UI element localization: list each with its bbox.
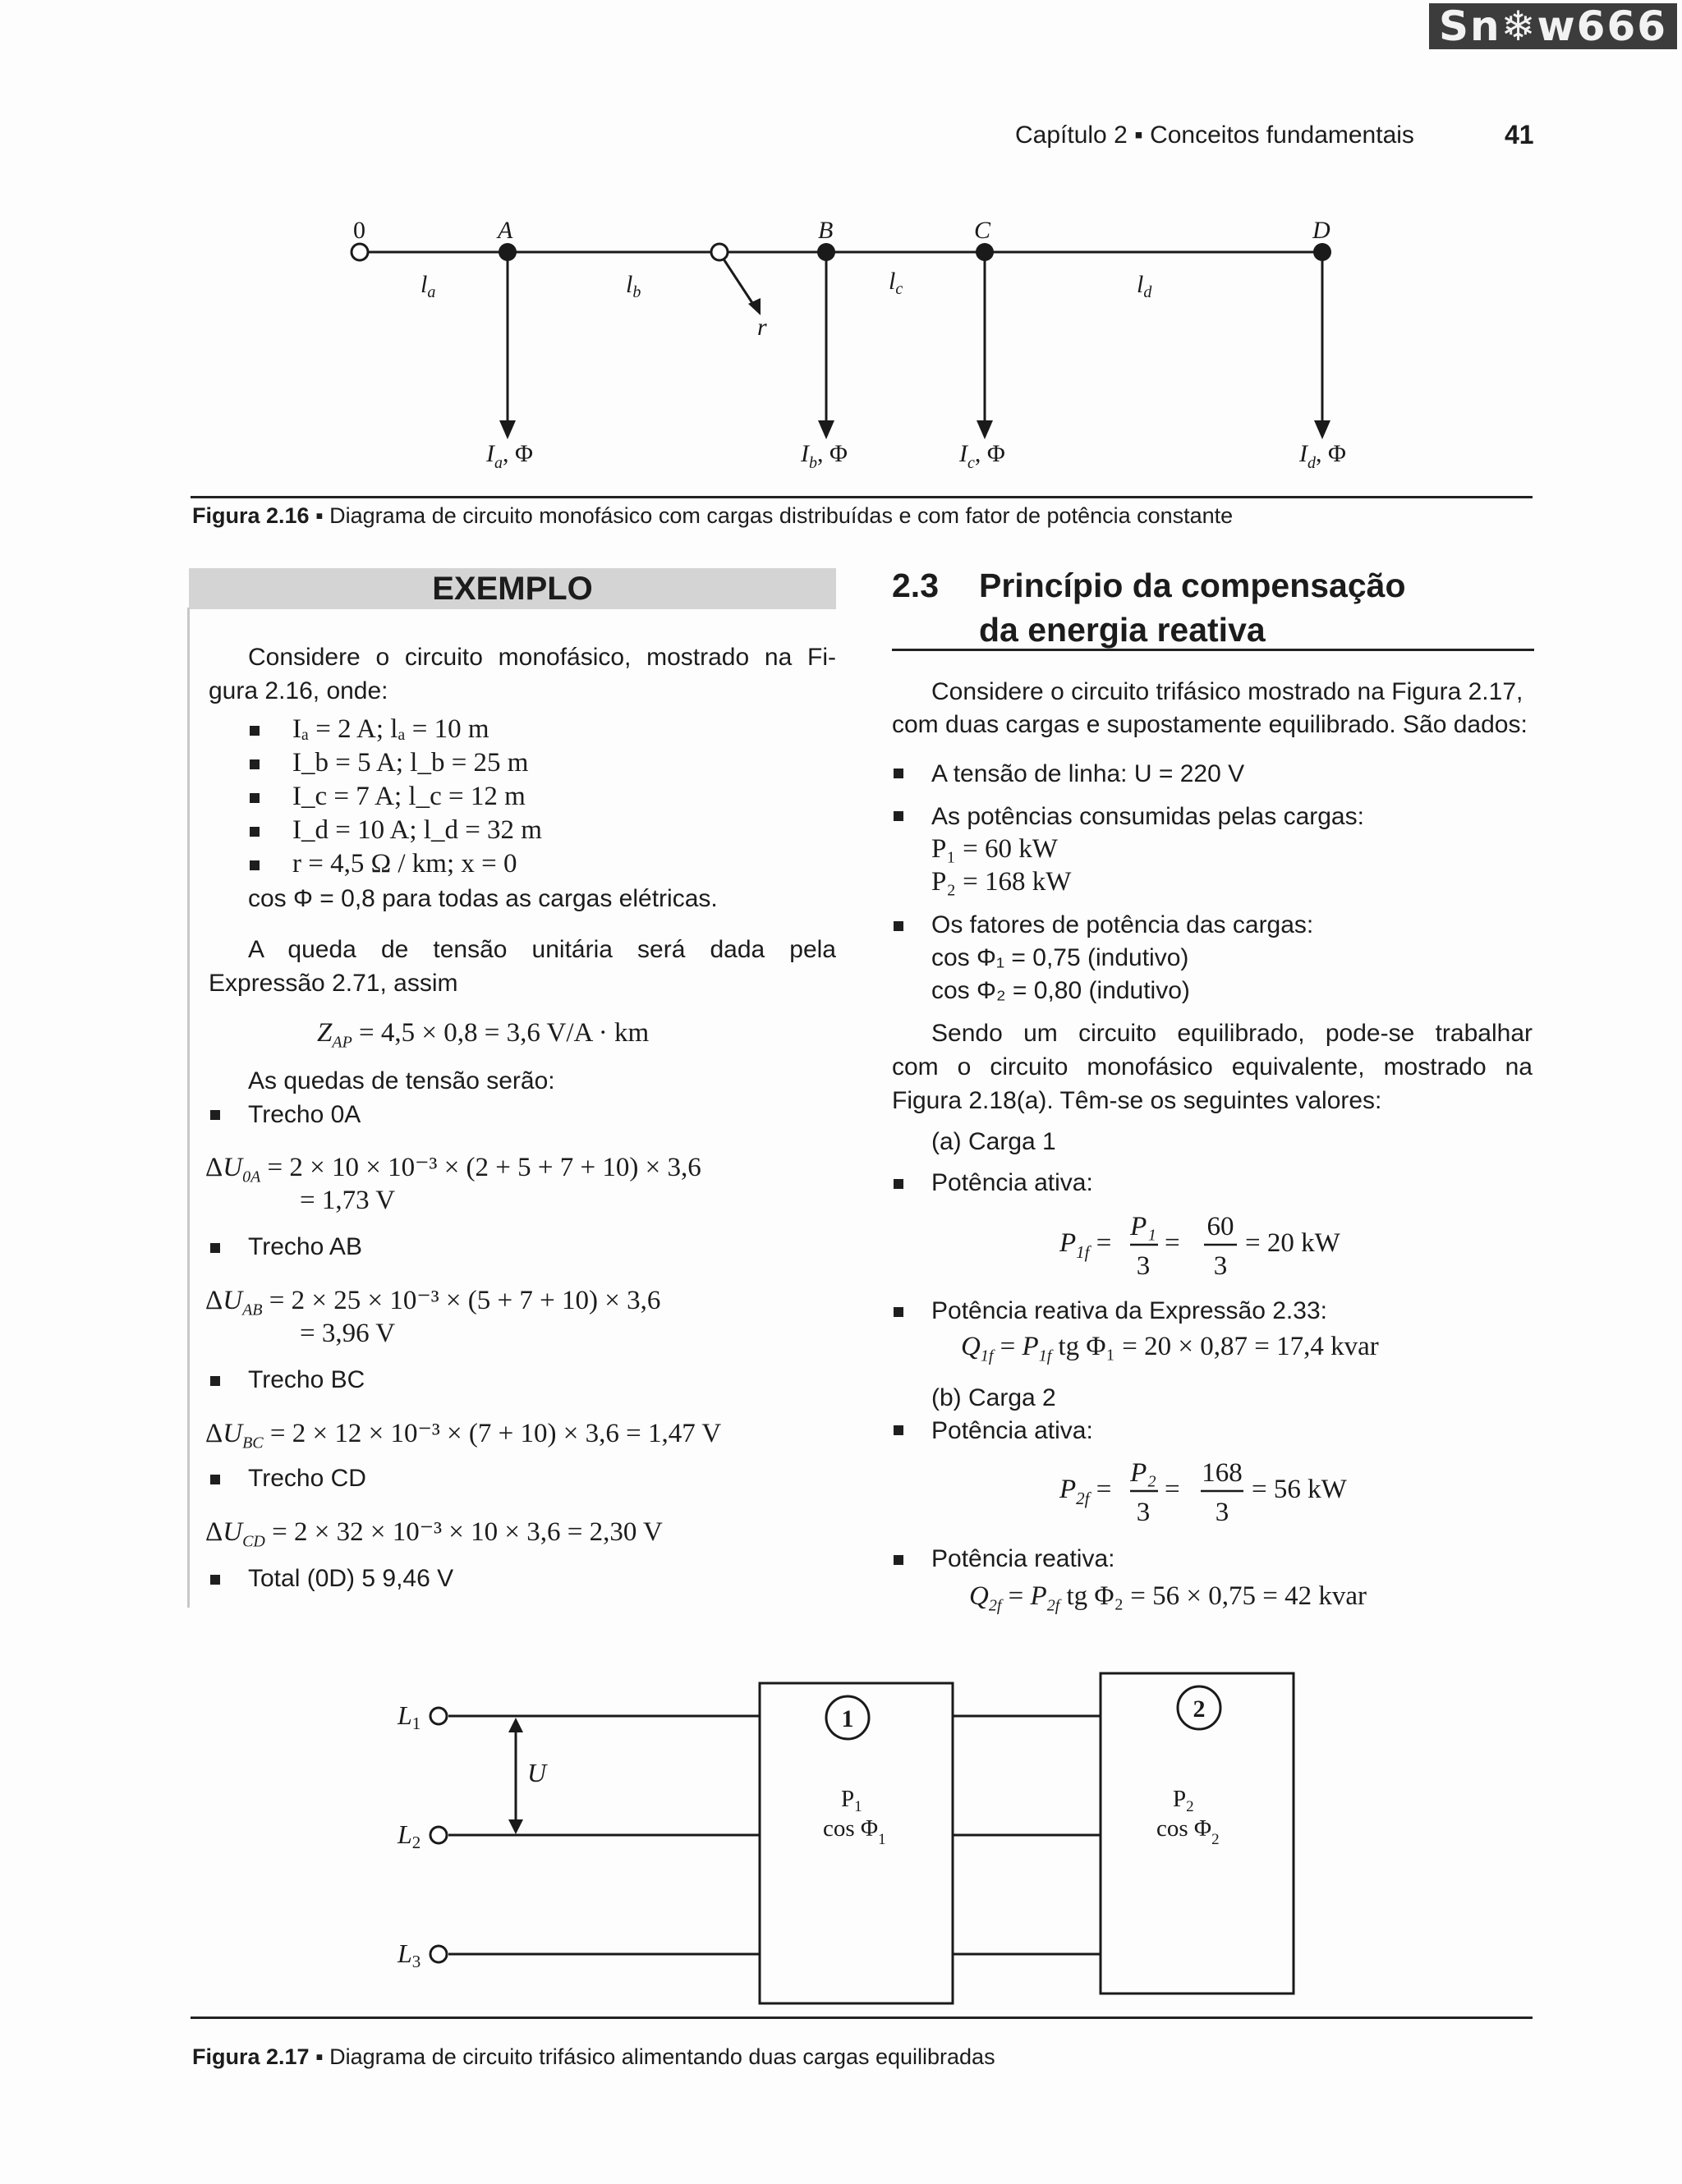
line-voltage-item: A tensão de linha: U = 220 V <box>931 760 1245 787</box>
node-0-label: 0 <box>353 217 365 244</box>
watermark-logo: Sn❄w666 <box>1429 3 1677 49</box>
drop-line2: Expressão 2.71, assim <box>209 970 458 997</box>
formula-q2f: $Q_{2f} = P_{2f}$ tg Φ₂ = 56 × 0,75 = 42 kvar <box>969 1581 1367 1615</box>
svg-text:P1f =: $P_{1f}$ = <box>1059 1228 1112 1262</box>
svg-text:60: 60 <box>1206 1212 1234 1241</box>
bullet-square-icon <box>894 769 903 778</box>
section-title-line2: da energia reativa <box>979 611 1266 649</box>
bullet-square-icon <box>250 759 260 769</box>
node-b-label: B <box>818 217 834 244</box>
segment-b-label: $l_b$ <box>626 271 641 301</box>
load-d-label: $I_d$, Φ <box>1299 440 1346 472</box>
bullet-square-icon <box>894 1555 903 1565</box>
segment-a-label: $l_a$ <box>420 271 436 301</box>
trecho-bc-label: Trecho BC <box>248 1366 365 1393</box>
example-side-bar <box>187 608 190 1608</box>
power-p1: P₁ = 60 kW <box>931 834 1058 864</box>
svg-text:3: 3 <box>1136 1498 1151 1527</box>
switch-r-label: r <box>757 314 767 341</box>
svg-text:=: = <box>1165 1228 1180 1258</box>
carga-2-label: (b) Carga 2 <box>931 1384 1056 1411</box>
bullet-square-icon <box>894 811 903 821</box>
svg-text:=: = <box>1165 1475 1180 1504</box>
total-0d: Total (0D) 5 9,46 V <box>248 1565 454 1592</box>
cos-phi-2: cos Φ₂ = 0,80 (indutivo) <box>931 977 1190 1004</box>
node-c-label: C <box>974 217 991 244</box>
section-title-rule <box>892 649 1534 651</box>
svg-text:P₂: P₂ <box>1130 1458 1156 1488</box>
figure-2-17-rule <box>191 2017 1533 2019</box>
load-2-number: 2 <box>1193 1695 1206 1723</box>
active-power-1-label: Potência ativa: <box>931 1169 1093 1196</box>
section-para2-line2: com o circuito monofásico equivalente, mostrado na <box>892 1053 1533 1081</box>
svg-text:3: 3 <box>1213 1251 1228 1281</box>
load-1-power: $P_1$ <box>841 1786 862 1815</box>
svg-text:3: 3 <box>1215 1498 1229 1527</box>
trecho-cd-label: Trecho CD <box>248 1465 366 1492</box>
bullet-square-icon <box>894 1307 903 1317</box>
power-p2: P₂ = 168 kW <box>931 867 1072 897</box>
bullet-square-icon <box>250 726 260 736</box>
section-para2-line1: Sendo um circuito equilibrado, pode-se trabalhar <box>931 1020 1533 1047</box>
given-item-2: I_b = 5 A; l_b = 25 m <box>292 748 529 778</box>
active-power-2-label: Potência ativa: <box>931 1417 1093 1444</box>
svg-text:= 56 kW: = 56 kW <box>1252 1475 1347 1504</box>
bullet-square-icon <box>210 1475 220 1484</box>
node-a-label: A <box>498 217 513 244</box>
formula-p1f <box>1059 1204 1372 1286</box>
load-a-label: $I_a$, Φ <box>486 440 533 472</box>
svg-text:P2f =: $P_{2f}$ = <box>1059 1475 1112 1508</box>
formula-q1f: $Q_{1f} = P_{1f}$ tg Φ₁ = 20 × 0,87 = 17,4 kvar <box>961 1332 1379 1365</box>
page-number: 41 <box>1505 120 1534 149</box>
carga-1-label: (a) Carga 1 <box>931 1128 1056 1155</box>
section-title-line1: Princípio da compensação <box>979 567 1406 604</box>
formula-delta-u-bc: $\Delta U_{BC} = 2 \times 12 \times 10^{-3} \times (7 + 10) \times 3,6 = 1,47$ V <box>205 1419 722 1452</box>
drop-line1: A queda de tensão unitária será dada pela <box>248 936 836 963</box>
example-intro-line1: Considere o circuito monofásico, mostrado na Fi- <box>248 644 836 671</box>
formula-delta-u-cd: $\Delta U_{CD} = 2 \times 32 \times 10^{-3} \times 10 \times 3,6 = 2,30$ V <box>205 1517 663 1551</box>
load-1-cos: $\cos \Phi_1$ <box>823 1815 886 1848</box>
bullet-square-icon <box>894 921 903 931</box>
bullet-square-icon <box>250 860 260 870</box>
line-l3-label: L3 <box>398 1939 421 1971</box>
figure-2-17-caption: Figura 2.17 ▪ Diagrama de circuito trifásico alimentando duas cargas equilibradas <box>192 2044 995 2069</box>
bullet-square-icon <box>894 1425 903 1435</box>
section-para1-line2: com duas cargas e supostamente equilibrado. São dados: <box>892 711 1528 738</box>
trecho-0a-label: Trecho 0A <box>248 1101 361 1128</box>
svg-text:168: 168 <box>1202 1458 1243 1488</box>
bullet-square-icon <box>250 793 260 803</box>
load-2-cos: $\cos \Phi_2$ <box>1156 1815 1220 1848</box>
cos-phi-line: cos Φ = 0,8 para todas as cargas elétricas. <box>248 885 718 912</box>
load-c-label: $I_c$, Φ <box>959 440 1005 472</box>
reactive-power-1-label: Potência reativa da Expressão 2.33: <box>931 1297 1327 1324</box>
section-para2-line3: Figura 2.18(a). Têm-se os seguintes valores: <box>892 1087 1382 1114</box>
segment-c-label: $l_c$ <box>889 268 903 298</box>
powers-item: As potências consumidas pelas cargas: <box>931 803 1364 830</box>
formula-delta-u-ab-result: = 3,96 V <box>300 1319 396 1348</box>
reactive-power-2-label: Potência reativa: <box>931 1545 1115 1572</box>
bullet-square-icon <box>210 1110 220 1120</box>
given-item-5: r = 4,5 Ω / km; x = 0 <box>292 849 517 879</box>
load-1-number: 1 <box>841 1705 854 1732</box>
quedas-intro: As quedas de tensão serão: <box>248 1067 555 1094</box>
running-header: Capítulo 2 ▪ Conceitos fundamentais <box>1015 122 1414 149</box>
bullet-square-icon <box>210 1376 220 1386</box>
svg-text:3: 3 <box>1136 1251 1151 1281</box>
bullet-square-icon <box>894 1179 903 1189</box>
power-factors-item: Os fatores de potência das cargas: <box>931 911 1314 938</box>
formula-delta-u-0a-result: = 1,73 V <box>300 1186 396 1215</box>
given-item-1: Iₐ = 2 A; lₐ = 10 m <box>292 714 489 744</box>
formula-p2f <box>1059 1450 1372 1532</box>
line-l1-label: L1 <box>398 1700 421 1733</box>
svg-text:P₁: P₁ <box>1130 1212 1156 1241</box>
bullet-square-icon <box>250 827 260 837</box>
formula-delta-u-ab: $\Delta U_{AB} = 2 \times 25 \times 10^{-3} \times (5 + 7 + 10) \times 3,6$ <box>205 1286 661 1319</box>
load-2-power: $P_2$ <box>1173 1786 1194 1815</box>
node-d-label: D <box>1312 217 1330 244</box>
segment-d-label: $l_d$ <box>1137 271 1152 301</box>
section-para1-line1: Considere o circuito trifásico mostrado na Figura 2.17, <box>931 678 1523 705</box>
example-intro-line2: gura 2.16, onde: <box>209 677 388 704</box>
figure-2-16-rule <box>191 496 1533 498</box>
cos-phi-1: cos Φ₁ = 0,75 (indutivo) <box>931 944 1189 971</box>
figure-2-17-diagram <box>0 1642 1682 2036</box>
section-number: 2.3 <box>892 567 939 604</box>
formula-delta-u-0a: $\Delta U_{0A} = 2 \times 10 \times 10^{-3} \times (2 + 5 + 7 + 10) \times 3,6$ <box>205 1153 701 1186</box>
example-title: EXEMPLO <box>432 571 593 607</box>
given-item-3: I_c = 7 A; l_c = 12 m <box>292 782 526 811</box>
bullet-square-icon <box>210 1575 220 1585</box>
zap-formula: $Z_{AP} = 4,5 \times 0,8 = 3,6$ V/A · km <box>317 1018 650 1052</box>
trecho-ab-label: Trecho AB <box>248 1233 362 1260</box>
load-b-label: $I_b$, Φ <box>801 440 848 472</box>
figure-2-16-diagram <box>0 0 1682 509</box>
voltage-u-label: U <box>527 1758 547 1787</box>
line-l2-label: L2 <box>398 1819 421 1852</box>
figure-2-16-caption: Figura 2.16 ▪ Diagrama de circuito monofásico com cargas distribuídas e com fator de potência constante <box>192 503 1234 528</box>
bullet-square-icon <box>210 1243 220 1253</box>
given-item-4: I_d = 10 A; l_d = 32 m <box>292 815 542 845</box>
svg-text:= 20 kW: = 20 kW <box>1245 1228 1340 1258</box>
